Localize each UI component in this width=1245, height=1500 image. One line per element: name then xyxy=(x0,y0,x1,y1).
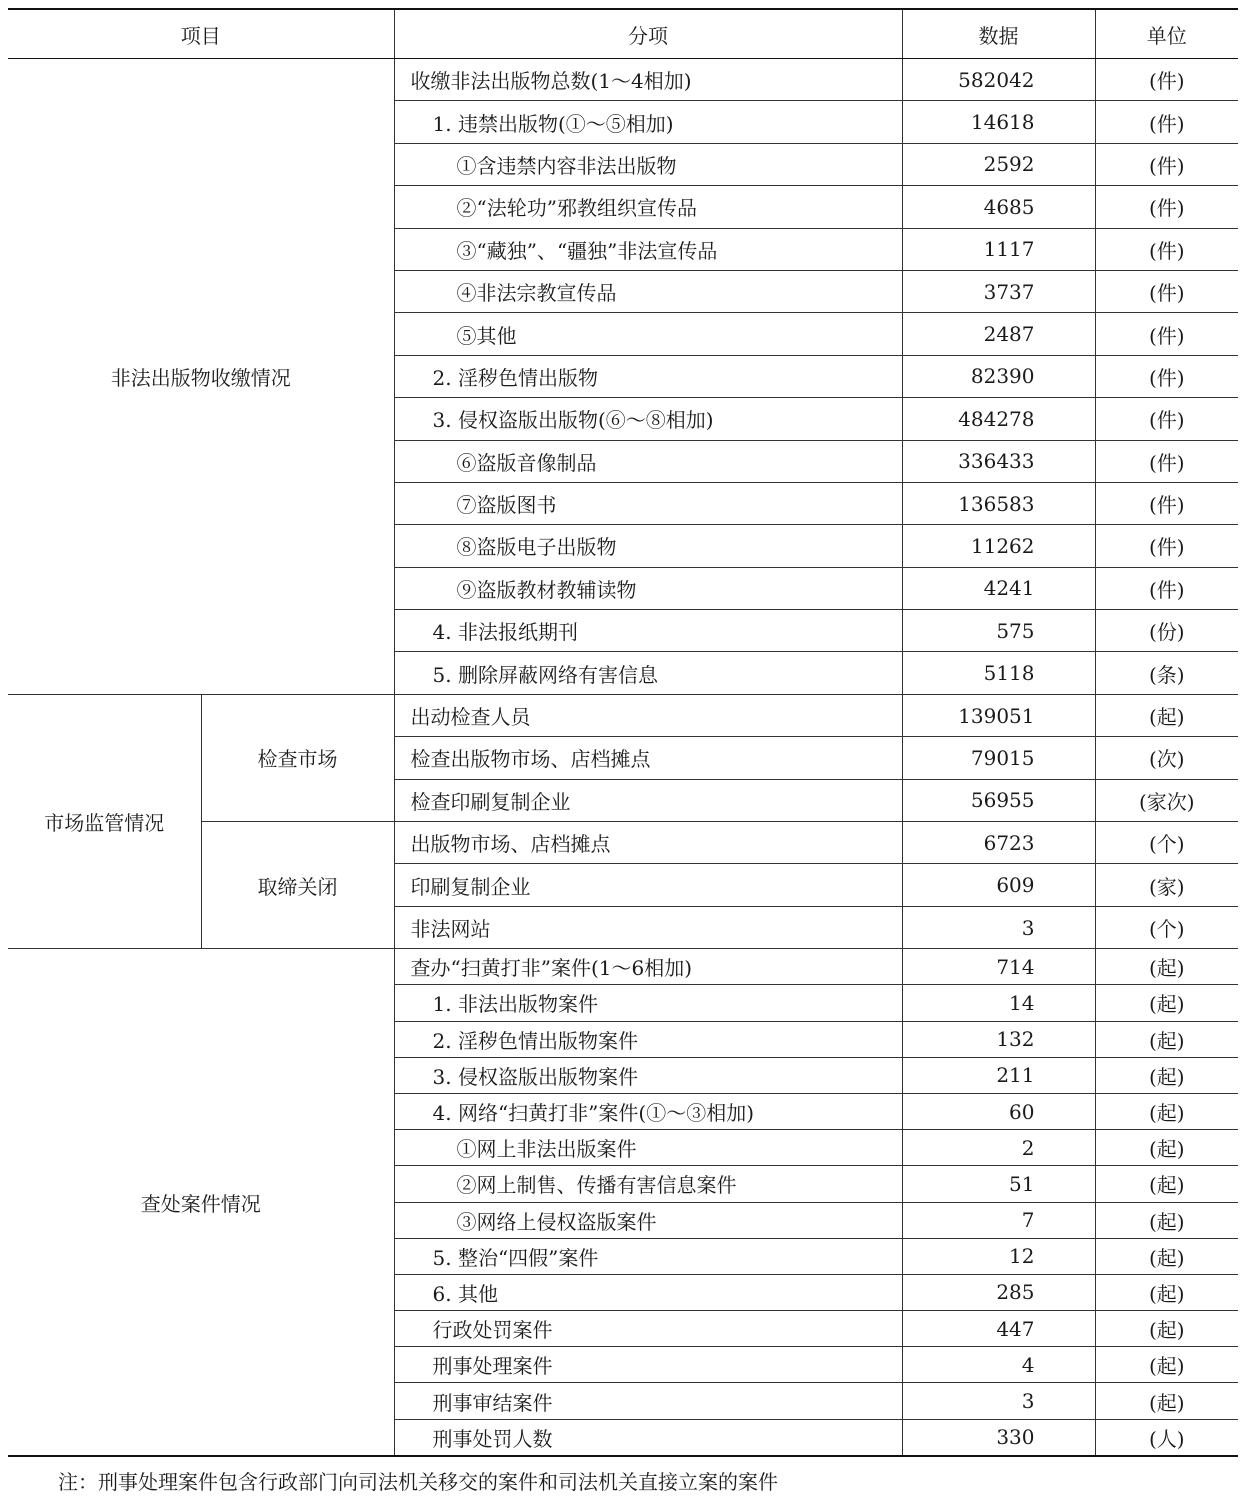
row-name: 刑事处罚人数 xyxy=(394,1419,902,1456)
row-name: 行政处罚案件 xyxy=(394,1311,902,1347)
table-header-row xyxy=(8,9,1238,59)
row-value: 4241 xyxy=(902,567,1095,609)
row-unit: (次) xyxy=(1095,737,1238,779)
row-unit: (起) xyxy=(1095,1202,1238,1238)
row-name: 3. 侵权盗版出版物(⑥～⑧相加) xyxy=(394,398,902,440)
header-subitem: 分项 xyxy=(394,9,902,59)
row-name: 收缴非法出版物总数(1～4相加) xyxy=(394,59,902,101)
row-unit: (件) xyxy=(1095,228,1238,270)
row-value: 1117 xyxy=(902,228,1095,270)
row-unit: (起) xyxy=(1095,1057,1238,1093)
row-unit: (起) xyxy=(1095,1238,1238,1274)
header-unit: 单位 xyxy=(1095,9,1238,59)
row-value: 3737 xyxy=(902,270,1095,312)
row-name: ⑦盗版图书 xyxy=(394,482,902,524)
row-value: 3 xyxy=(902,1383,1095,1419)
row-unit: (件) xyxy=(1095,143,1238,185)
row-name: ⑤其他 xyxy=(394,313,902,355)
row-name: 检查出版物市场、店档摊点 xyxy=(394,737,902,779)
row-unit: (件) xyxy=(1095,101,1238,143)
row-value: 285 xyxy=(902,1274,1095,1310)
row-value: 3 xyxy=(902,906,1095,948)
section-title-seizure: 非法出版物收缴情况 xyxy=(8,59,394,695)
table-row xyxy=(8,949,1238,985)
row-unit: (件) xyxy=(1095,398,1238,440)
row-unit: (人) xyxy=(1095,1419,1238,1456)
row-value: 51 xyxy=(902,1166,1095,1202)
table-row xyxy=(8,694,1238,736)
row-unit: (起) xyxy=(1095,1166,1238,1202)
row-unit: (起) xyxy=(1095,1093,1238,1129)
row-value: 4 xyxy=(902,1347,1095,1383)
header-data: 数据 xyxy=(902,9,1095,59)
row-value: 211 xyxy=(902,1057,1095,1093)
row-unit: (起) xyxy=(1095,949,1238,985)
row-value: 60 xyxy=(902,1093,1095,1129)
row-name: 1. 非法出版物案件 xyxy=(394,985,902,1021)
row-name: 出版物市场、店档摊点 xyxy=(394,822,902,864)
row-unit: (起) xyxy=(1095,985,1238,1021)
row-name: ②“法轮功”邪教组织宣传品 xyxy=(394,186,902,228)
row-unit: (个) xyxy=(1095,822,1238,864)
row-name: 检查印刷复制企业 xyxy=(394,779,902,821)
row-value: 139051 xyxy=(902,694,1095,736)
row-unit: (起) xyxy=(1095,1130,1238,1166)
row-unit: (件) xyxy=(1095,440,1238,482)
row-value: 582042 xyxy=(902,59,1095,101)
row-value: 330 xyxy=(902,1419,1095,1456)
group-title-inspect: 检查市场 xyxy=(201,694,394,821)
row-name: 2. 淫秽色情出版物案件 xyxy=(394,1021,902,1057)
row-value: 714 xyxy=(902,949,1095,985)
row-unit: (件) xyxy=(1095,186,1238,228)
row-name: 2. 淫秽色情出版物 xyxy=(394,355,902,397)
row-unit: (起) xyxy=(1095,1347,1238,1383)
group-title-ban: 取缔关闭 xyxy=(201,822,394,949)
row-name: 刑事审结案件 xyxy=(394,1383,902,1419)
row-value: 575 xyxy=(902,610,1095,652)
row-name: 刑事处理案件 xyxy=(394,1347,902,1383)
row-unit: (家) xyxy=(1095,864,1238,906)
row-name: ⑥盗版音像制品 xyxy=(394,440,902,482)
row-value: 6723 xyxy=(902,822,1095,864)
row-unit: (件) xyxy=(1095,525,1238,567)
row-name: 印刷复制企业 xyxy=(394,864,902,906)
row-name: 6. 其他 xyxy=(394,1274,902,1310)
row-unit: (件) xyxy=(1095,567,1238,609)
row-value: 447 xyxy=(902,1311,1095,1347)
header-item: 项目 xyxy=(8,9,394,59)
row-name: 查办“扫黄打非”案件(1～6相加) xyxy=(394,949,902,985)
row-value: 136583 xyxy=(902,482,1095,524)
row-value: 79015 xyxy=(902,737,1095,779)
row-name: ③网络上侵权盗版案件 xyxy=(394,1202,902,1238)
row-name: 非法网站 xyxy=(394,906,902,948)
row-unit: (起) xyxy=(1095,1021,1238,1057)
row-name: ⑨盗版教材教辅读物 xyxy=(394,567,902,609)
section-title-cases: 查处案件情况 xyxy=(8,949,394,1456)
row-name: 5. 删除屏蔽网络有害信息 xyxy=(394,652,902,694)
row-unit: (件) xyxy=(1095,270,1238,312)
row-value: 2 xyxy=(902,1130,1095,1166)
row-value: 4685 xyxy=(902,186,1095,228)
row-unit: (条) xyxy=(1095,652,1238,694)
row-name: 4. 非法报纸期刊 xyxy=(394,610,902,652)
row-value: 56955 xyxy=(902,779,1095,821)
row-value: 12 xyxy=(902,1238,1095,1274)
row-value: 7 xyxy=(902,1202,1095,1238)
row-unit: (件) xyxy=(1095,482,1238,524)
row-name: 出动检查人员 xyxy=(394,694,902,736)
row-value: 609 xyxy=(902,864,1095,906)
row-name: 3. 侵权盗版出版物案件 xyxy=(394,1057,902,1093)
row-unit: (起) xyxy=(1095,1274,1238,1310)
row-value: 336433 xyxy=(902,440,1095,482)
table-row xyxy=(8,59,1238,101)
row-unit: (件) xyxy=(1095,313,1238,355)
row-value: 2592 xyxy=(902,143,1095,185)
row-unit: (件) xyxy=(1095,59,1238,101)
row-unit: (起) xyxy=(1095,1311,1238,1347)
row-value: 484278 xyxy=(902,398,1095,440)
row-value: 11262 xyxy=(902,525,1095,567)
row-value: 14 xyxy=(902,985,1095,1021)
row-name: 4. 网络“扫黄打非”案件(①～③相加) xyxy=(394,1093,902,1129)
row-unit: (起) xyxy=(1095,1383,1238,1419)
statistics-table xyxy=(8,8,1238,1457)
row-name: 5. 整治“四假”案件 xyxy=(394,1238,902,1274)
section-title-market: 市场监管情况 xyxy=(8,694,201,948)
row-unit: (件) xyxy=(1095,355,1238,397)
row-value: 14618 xyxy=(902,101,1095,143)
row-value: 2487 xyxy=(902,313,1095,355)
row-name: ①网上非法出版案件 xyxy=(394,1130,902,1166)
row-name: ②网上制售、传播有害信息案件 xyxy=(394,1166,902,1202)
row-name: 1. 违禁出版物(①～⑤相加) xyxy=(394,101,902,143)
row-unit: (起) xyxy=(1095,694,1238,736)
row-value: 132 xyxy=(902,1021,1095,1057)
row-unit: (份) xyxy=(1095,610,1238,652)
row-value: 82390 xyxy=(902,355,1095,397)
row-name: ④非法宗教宣传品 xyxy=(394,270,902,312)
row-name: ③“藏独”、“疆独”非法宣传品 xyxy=(394,228,902,270)
row-unit: (家次) xyxy=(1095,779,1238,821)
row-name: ⑧盗版电子出版物 xyxy=(394,525,902,567)
row-unit: (个) xyxy=(1095,906,1238,948)
table-footnote: 注：刑事处理案件包含行政部门向司法机关移交的案件和司法机关直接立案的案件 xyxy=(58,1470,778,1494)
row-name: ①含违禁内容非法出版物 xyxy=(394,143,902,185)
row-value: 5118 xyxy=(902,652,1095,694)
